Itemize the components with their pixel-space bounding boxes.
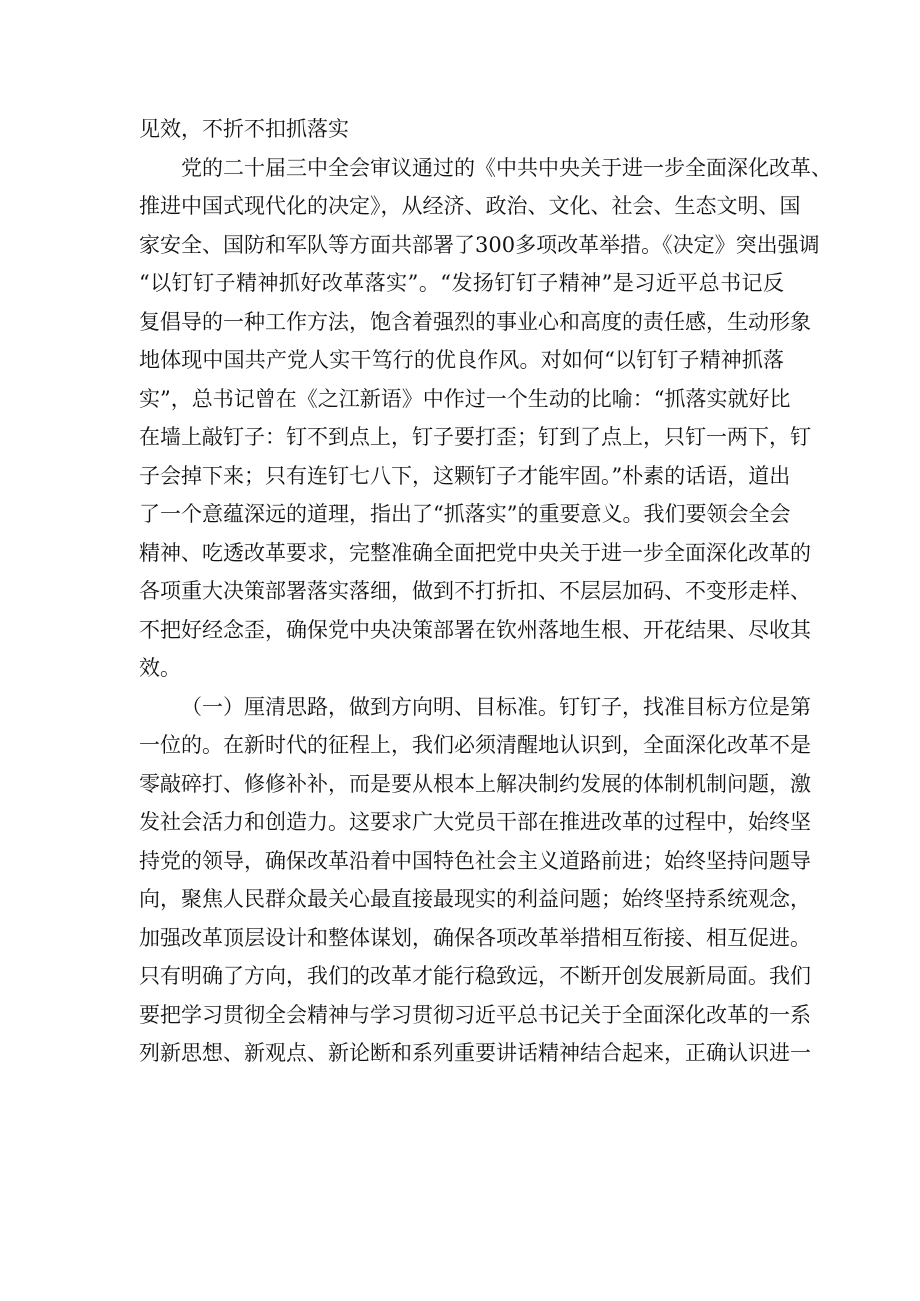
paragraph-start-line: （一）厘清思路，做到方向明、目标准。钉钉子，找准目标方位是第 <box>181 694 811 719</box>
text-line: 效。 <box>139 656 181 680</box>
paragraph-start-line: 党的二十届三中全会审议通过的《中共中央关于进一步全面深化改革、 <box>181 155 832 180</box>
text-line: 加强改革顶层设计和整体谋划，确保各项改革举措相互衔接、相互促进。 <box>139 925 811 950</box>
text-line: 家安全、国防和军队等方面共部署了300多项改革举措。《决定》突出强调 <box>139 232 820 257</box>
document-body <box>139 110 832 1073</box>
text-line: 子会掉下来；只有连钉七八下，这颗钉子才能牢固。”朴素的话语，道出 <box>139 463 791 488</box>
text-line: 零敲碎打、修修补补，而是要从根本上解决制约发展的体制机制问题，激 <box>139 771 811 796</box>
text-line: 各项重大决策部署落实落细，做到不打折扣、不层层加码、不变形走样、 <box>139 579 811 603</box>
text-line: 见效，不折不扣抓落实 <box>139 117 349 141</box>
text-line: 实”，总书记曾在《之江新语》中作过一个生动的比喻：“抓落实就好比 <box>139 386 791 411</box>
text-line: 持党的领导，确保改革沿着中国特色社会主义道路前进；始终坚持问题导 <box>139 848 811 873</box>
text-line: 列新思想、新观点、新论断和系列重要讲话精神结合起来，正确认识进一 <box>139 1041 811 1065</box>
text-line: 精神、吃透改革要求，完整准确全面把党中央关于进一步全面深化改革的 <box>139 540 811 565</box>
text-line: 要把学习贯彻全会精神与学习贯彻习近平总书记关于全面深化改革的一系 <box>139 1002 811 1027</box>
text-line: 一位的。在新时代的征程上，我们必须清醒地认识到，全面深化改革不是 <box>139 733 811 757</box>
text-line: 复倡导的一种工作方法，饱含着强烈的事业心和高度的责任感，生动形象 <box>139 309 811 334</box>
text-line: 不把好经念歪，确保党中央决策部署在钦州落地生根、开花结果、尽收其 <box>139 617 811 642</box>
text-line: 地体现中国共产党人实干笃行的优良作风。对如何“以钉钉子精神抓落 <box>139 348 784 372</box>
text-line: 只有明确了方向，我们的改革才能行稳致远，不断开创发展新局面。我们 <box>139 964 811 988</box>
text-line: 向，聚焦人民群众最关心最直接最现实的利益问题；始终坚持系统观念， <box>139 887 811 911</box>
text-line: 在墙上敲钉子：钉不到点上，钉子要打歪；钉到了点上，只钉一两下，钉 <box>139 425 811 449</box>
text-line: 推进中国式现代化的决定》，从经济、政治、文化、社会、生态文明、国 <box>139 194 801 218</box>
text-line: 发社会活力和创造力。这要求广大党员干部在推进改革的过程中，始终坚 <box>139 810 811 834</box>
text-line: 了一个意蕴深远的道理，指出了“抓落实”的重要意义。我们要领会全会 <box>139 502 791 526</box>
text-line: “以钉钉子精神抓好改革落实”。“发扬钉钉子精神”是习近平总书记反 <box>139 271 784 295</box>
